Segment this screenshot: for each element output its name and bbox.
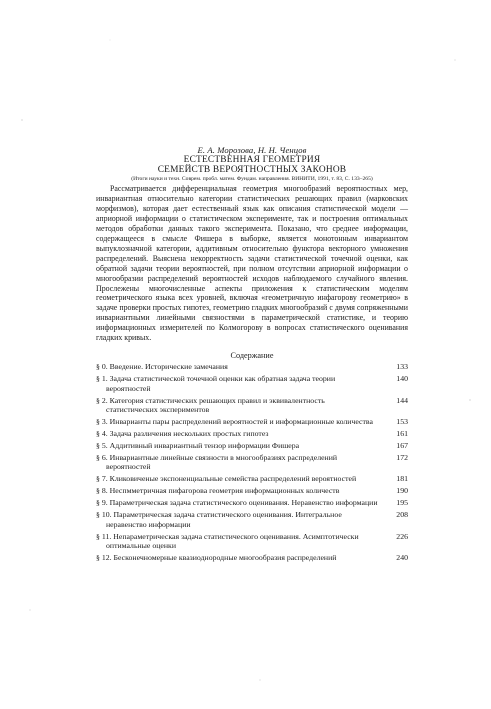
toc-entry <box>96 441 408 450</box>
abstract-paragraph: Рассматривается дифференциальная геометрия многообразий вероятностных мер, инвариантная относительно категории статистических решающих правил (марковских морфизмов), которая дает естественный язык как описания статистической модели — априорной информации о статистическом эксперименте, так и построения оптимальных методов обработки данных такого эксперимента. Показано, что среднее информации, содержащееся в смысле Фишера в выборке, является монотонным инвариантом выпуклозначной категории, аддитивным относительно функтора векторного умножения распределений. Выяснена некорректность задачи статистической точечной оценки, как обратной задачи теории вероятностей, при полном отсутствии априорной информации о многообразии распределений вероятностей исходов наблюдаемого случайного явления. Прослежены многочисленные аспекты приложения к статистическим моделям геометрического языка всех уровней, включая «геометричную инфагорову геометрию» в задаче проверки простых гипотез, геометрию гладких многообразий с двумя сопряженными инвариантными линейными связностями в параметрической статистике, и теорию информационных измерителей по Колмогорову в вопросах статистического оценивания гладких кривых. <box>96 184 408 343</box>
article-body <box>96 145 408 565</box>
toc-entry-page: 144 <box>396 395 408 405</box>
toc-entry-title: § 2. Категория статистических решающих правил и эквивалентность статистических экспериментов <box>96 395 325 414</box>
article-title-line-1: ЕСТЕСТВЕННАЯ ГЕОМЕТРИЯ <box>183 155 321 165</box>
toc-entry-page: 172 <box>396 452 408 462</box>
article-title-line-2: СЕМЕЙСТВ ВЕРОЯТНОСТНЫХ ЗАКОНОВ <box>157 165 347 175</box>
toc-entry <box>96 498 408 507</box>
scan-speck <box>21 119 22 120</box>
toc-entry-page: 140 <box>396 374 408 384</box>
toc-entry-title: § 3. Инварианты пары распределений вероятностей и информационные количества <box>96 416 373 426</box>
toc-entry <box>96 474 408 483</box>
scan-speck <box>110 40 111 41</box>
toc-entry-page: 161 <box>396 428 408 438</box>
toc-entry <box>96 553 408 562</box>
toc-entry <box>96 396 408 415</box>
scan-speck <box>455 60 456 61</box>
toc-entry-title: § 5. Аддитивный инвариантный тензор информации Фишера <box>96 440 300 450</box>
toc-entry <box>96 453 408 472</box>
toc-entry-page: 208 <box>396 510 408 520</box>
toc-entry-title: § 9. Параметрическая задача статистического оценивания. Неравенство информации <box>96 498 378 508</box>
table-of-contents <box>96 362 408 562</box>
toc-entry-page: 167 <box>396 440 408 450</box>
toc-entry-title: § 6. Инвариантные линейные связности в многообразиях распределений вероятностей <box>96 452 338 472</box>
source-note: (Итоги науки и техн. Соврем. пробл. матем. Фундам. направления. ВИНИТИ, 1991, т. 83, С. 133–265) <box>131 176 373 182</box>
toc-entry <box>96 486 408 495</box>
scan-speck <box>30 610 31 611</box>
toc-entry-title: § 1. Задача статистической точечной оценки как обратная задача теории вероятностей <box>96 374 336 393</box>
toc-entry-title: § 10. Параметрическая задача статистического оценивания. Интегральное неравенство информации <box>96 510 342 529</box>
toc-entry <box>96 429 408 438</box>
toc-entry-title: § 11. Непараметрическая задача статистического оценивания. Асимптотически оптимальные оценки <box>96 531 359 551</box>
toc-entry-title: § 0. Введение. Исторические замечания <box>96 362 228 372</box>
toc-heading: Содержание <box>230 351 274 361</box>
toc-entry <box>96 374 408 393</box>
toc-entry <box>96 510 408 529</box>
toc-entry-page: 226 <box>396 531 408 541</box>
scan-speck <box>469 399 470 400</box>
toc-entry <box>96 417 408 426</box>
scan-speck <box>260 680 261 681</box>
toc-entry-page: 190 <box>396 486 408 496</box>
toc-entry-title: § 4. Задача различения нескольких простых гипотез <box>96 428 269 438</box>
toc-entry-title: § 12. Бесконечномерные квазиоднородные многообразия распределений <box>96 553 337 563</box>
article-authors: Е. А. Морозова, Н. Н. Ченцов <box>197 145 307 155</box>
toc-entry-page: 195 <box>396 498 408 508</box>
toc-entry-page: 181 <box>396 474 408 484</box>
toc-entry-page: 133 <box>396 362 408 372</box>
toc-entry-title: § 8. Неспмметричная пифагорова геометрия информационных количеств <box>96 486 340 496</box>
toc-entry-page: 153 <box>396 416 408 426</box>
toc-entry-page: 240 <box>396 553 408 563</box>
toc-entry <box>96 532 408 551</box>
toc-entry <box>96 362 408 371</box>
toc-entry-title: § 7. Кликовиченые экспоненциальные семейства распределений вероятностей <box>96 474 357 484</box>
